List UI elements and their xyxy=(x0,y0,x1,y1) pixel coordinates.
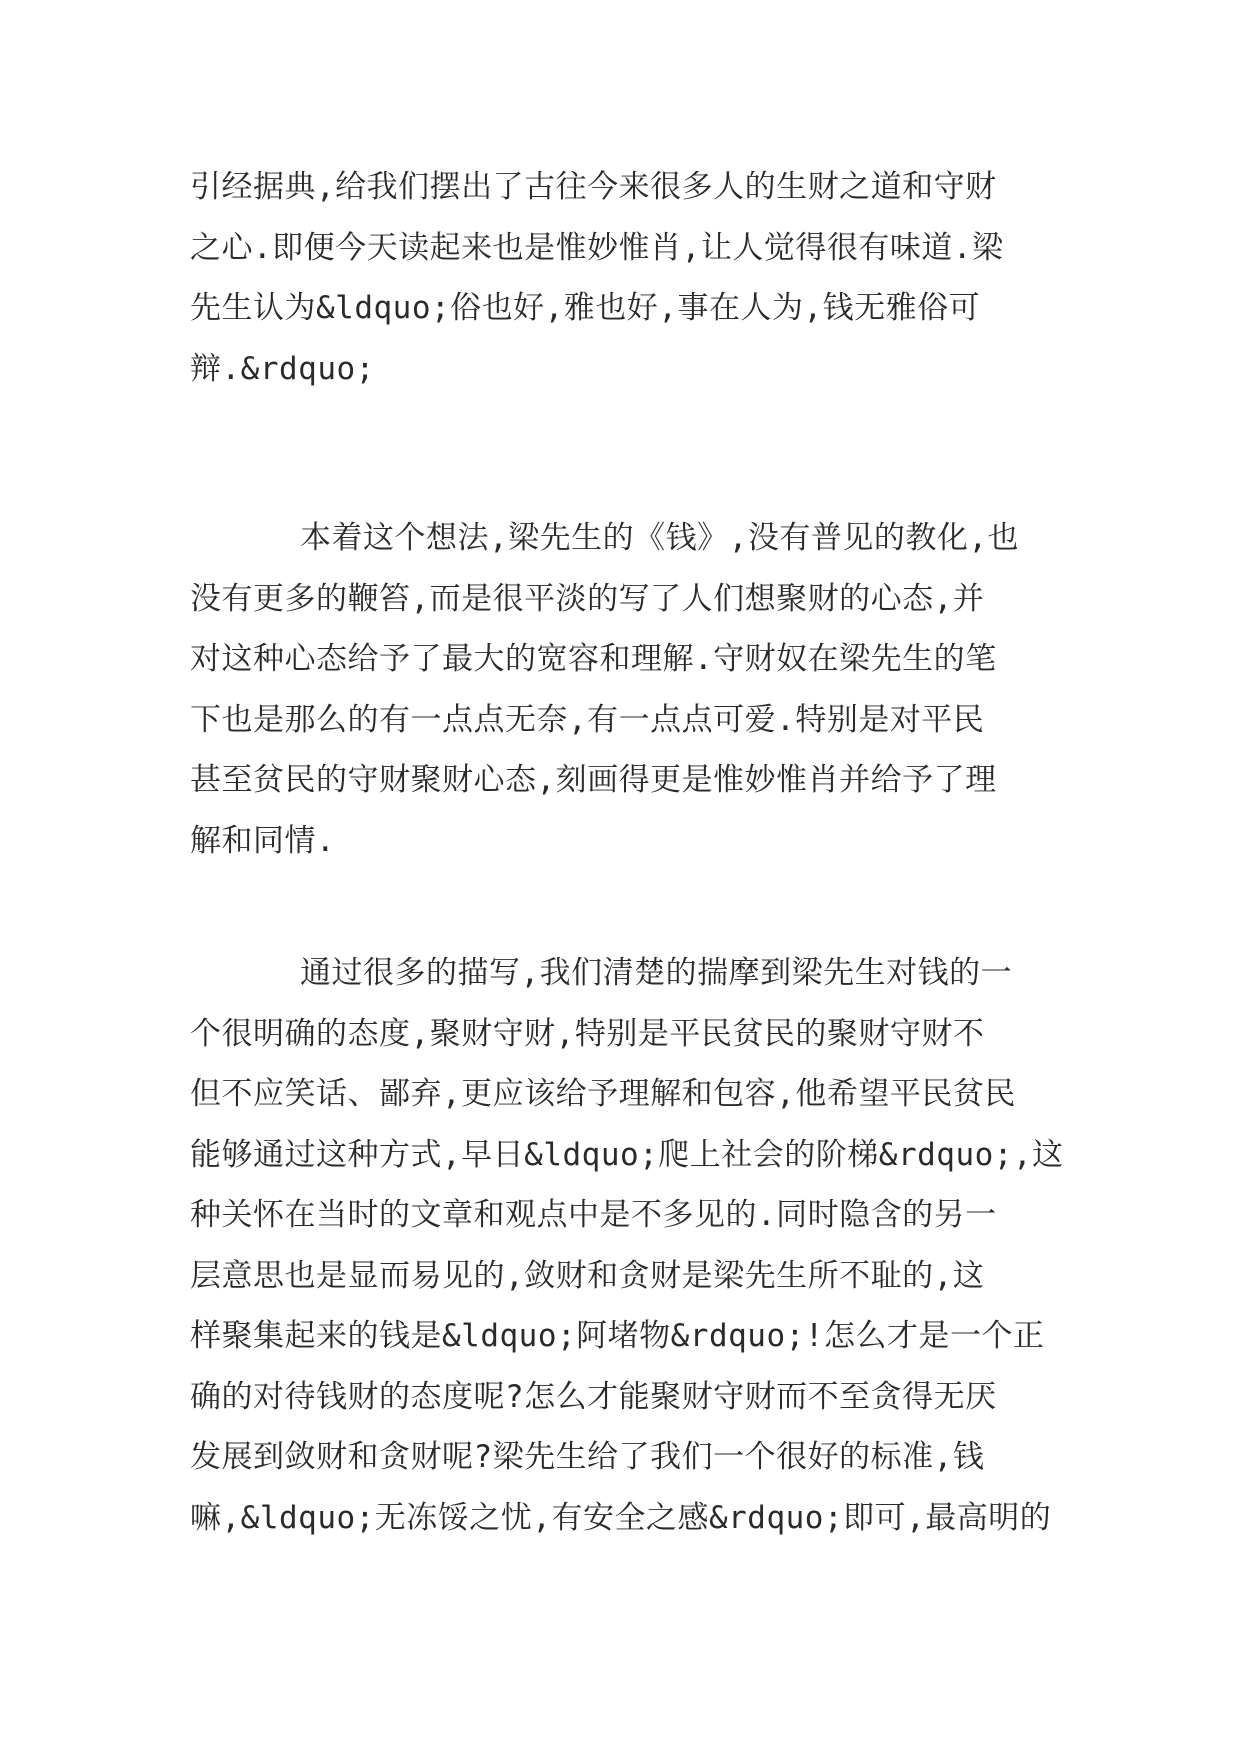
text-line: 之心.即便今天读起来也是惟妙惟肖,让人觉得很有味道.梁 xyxy=(190,229,1004,266)
text-line: 引经据典,给我们摆出了古往今来很多人的生财之道和守财 xyxy=(190,169,997,205)
text-line: 样聚集起来的钱是&ldquo;阿堵物&rdquo;!怎么才是一个正 xyxy=(190,1318,1045,1354)
paragraph-1 xyxy=(190,157,1060,399)
text-line: 下也是那么的有一点点无奈,有一点点可爱.特别是对平民 xyxy=(190,701,985,738)
text-line: 通过很多的描写,我们清楚的揣摩到梁先生对钱的一 xyxy=(300,955,1013,991)
text-line: 能够通过这种方式,早日&ldquo;爬上社会的阶梯&rdquo;,这 xyxy=(190,1136,1064,1173)
text-line: 甚至贫民的守财聚财心态,刻画得更是惟妙惟肖并给予了理 xyxy=(190,762,997,798)
text-line: 先生认为&ldquo;俗也好,雅也好,事在人为,钱无雅俗可 xyxy=(190,290,981,326)
text-line: 解和同情. xyxy=(190,822,336,859)
text-line: 没有更多的鞭笞,而是很平淡的写了人们想聚财的心态,并 xyxy=(190,580,985,617)
text-line: 种关怀在当时的文章和观点中是不多见的.同时隐含的另一 xyxy=(190,1197,997,1233)
text-line: 个很明确的态度,聚财守财,特别是平民贫民的聚财守财不 xyxy=(190,1015,985,1052)
text-line: 但不应笑话、鄙弃,更应该给予理解和包容,他希望平民贫民 xyxy=(190,1076,1016,1112)
paragraph-2 xyxy=(190,508,1060,871)
text-line: 本着这个想法,梁先生的《钱》,没有普见的教化,也 xyxy=(300,520,1019,556)
text-line: 发展到敛财和贪财呢?梁先生给了我们一个很好的标准,钱 xyxy=(190,1439,985,1475)
text-line: 嘛,&ldquo;无冻馁之忧,有安全之感&rdquo;即可,最高明的 xyxy=(190,1499,1052,1536)
paragraph-3 xyxy=(190,943,1064,1548)
text-line: 确的对待钱财的态度呢?怎么才能聚财守财而不至贪得无厌 xyxy=(190,1378,997,1415)
text-line: 辩.&rdquo; xyxy=(190,350,375,387)
text-line: 层意思也是显而易见的,敛财和贪财是梁先生所不耻的,这 xyxy=(190,1257,985,1294)
text-line: 对这种心态给予了最大的宽容和理解.守财奴在梁先生的笔 xyxy=(190,641,997,677)
